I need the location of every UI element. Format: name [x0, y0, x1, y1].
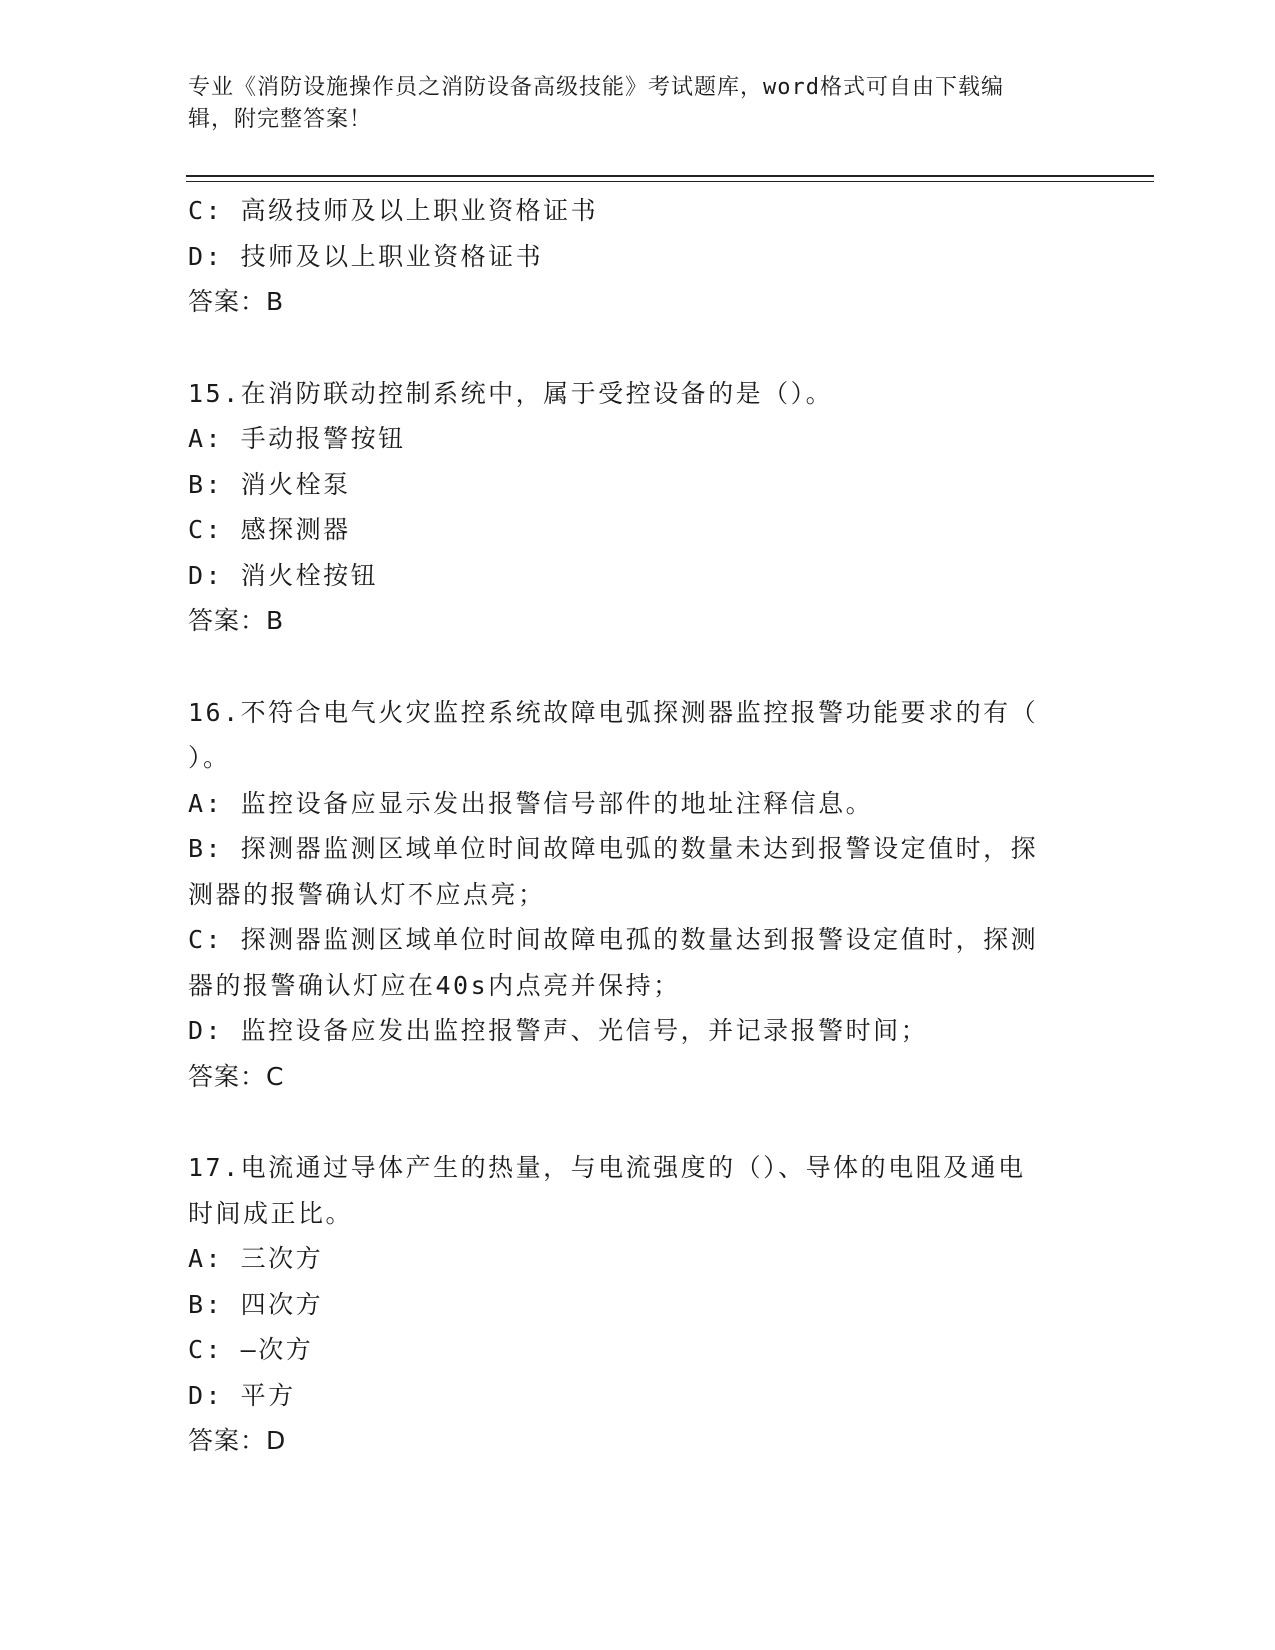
option-c: C: 感探测器 [188, 515, 351, 544]
answer-line: 答案：B [188, 287, 285, 316]
header-divider-thin [186, 181, 1154, 182]
option-d: D: 消火栓按钮 [188, 560, 379, 590]
document-header [188, 72, 1068, 136]
question-16 [188, 690, 1088, 1100]
option-b: B: 探测器监测区域单位时间故障电弧的数量未达到报警设定值时，探 [188, 834, 1039, 863]
option-d: D: 平方 [188, 1380, 296, 1410]
answer-line: 答案：C [188, 1061, 285, 1091]
option-d: D: 技师及以上职业资格证书 [188, 241, 544, 271]
answer-line: 答案：B [188, 606, 285, 635]
option-c: C: 探测器监测区域单位时间故障电孤的数量达到报警设定值时，探测 [188, 925, 1039, 954]
option-c: C: —次方 [188, 1335, 314, 1364]
header-divider-thick [186, 175, 1154, 177]
option-b: B: 消火栓泵 [188, 469, 351, 499]
question-list [188, 188, 1088, 1464]
option-b-cont: 测器的报警确认灯不应点亮； [188, 879, 546, 909]
question-stem-cont: 时间成正比。 [188, 1198, 354, 1228]
question-stem: 17.电流通过导体产生的热量，与电流强度的（）、导体的电阻及通电 [188, 1153, 1026, 1182]
option-c-cont: 器的报警确认灯应在40s内点亮并保持； [188, 970, 681, 1000]
question-17 [188, 1145, 1088, 1464]
spacer [188, 644, 1088, 690]
question-stem: 15.在消防联动控制系统中，属于受控设备的是（）。 [188, 378, 834, 408]
header-line-2: 辑，附完整答案！ [188, 107, 373, 132]
answer-line: 答案：D [188, 1426, 287, 1455]
option-b: B: 四次方 [188, 1289, 324, 1319]
option-a: A: 手动报警按钮 [188, 424, 406, 453]
question-15 [188, 371, 1088, 644]
header-line-1: 专业《消防设施操作员之消防设备高级技能》考试题库，word格式可自由下载编 [188, 75, 1004, 100]
spacer [188, 1099, 1088, 1145]
option-a: A: 监控设备应显示发出报警信号部件的地址注释信息。 [188, 788, 874, 818]
spacer [188, 325, 1088, 371]
question-14-continued [188, 188, 1088, 325]
option-d: D: 监控设备应发出监控报警声、光信号，并记录报警时间； [188, 1016, 929, 1045]
question-stem: 16.不符合电气火灾监控系统故障电弧探测器监控报警功能要求的有（ [188, 697, 1039, 727]
option-a: A: 三次方 [188, 1244, 324, 1273]
question-stem-cont: ）。 [188, 743, 231, 772]
option-c: C: 高级技师及以上职业资格证书 [188, 196, 599, 225]
